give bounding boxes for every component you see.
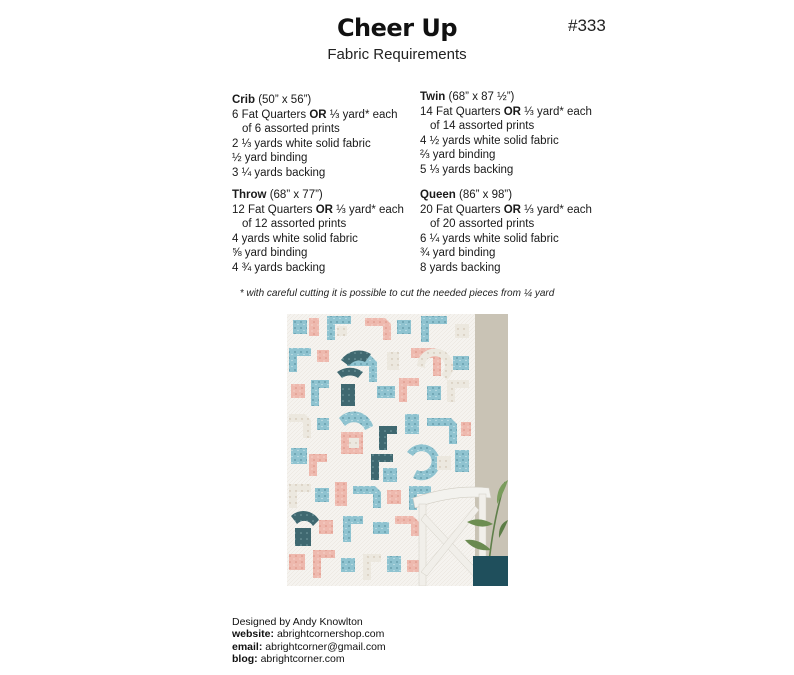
- backing-line: 4 ¾ yards backing: [232, 261, 326, 274]
- yard-text: ⅓ yard* each: [520, 203, 592, 216]
- website-label: website:: [232, 628, 275, 641]
- quilt-photo: [287, 314, 508, 586]
- designer-credits: [232, 616, 386, 666]
- quilt-illustration: [287, 314, 508, 586]
- or-text: OR: [315, 203, 333, 216]
- fat-quarters-text: 14 Fat Quarters: [420, 105, 504, 118]
- fat-quarters-text: 20 Fat Quarters: [420, 203, 504, 216]
- fat-quarters-text: 6 Fat Quarters: [232, 108, 310, 121]
- size-dims: (68” x 77”): [269, 189, 323, 201]
- prints-line: of 20 assorted prints: [430, 218, 535, 231]
- prints-line: of 12 assorted prints: [242, 218, 347, 231]
- email-label: email:: [232, 640, 263, 653]
- size-block-twin: [420, 90, 592, 178]
- backing-line: 3 ¼ yards backing: [232, 166, 326, 179]
- email-link[interactable]: abrightcorner@gmail.com: [265, 640, 386, 653]
- size-dims: (86” x 98”): [459, 189, 513, 201]
- or-text: OR: [309, 108, 327, 121]
- size-dims: (68” x 87 ½”): [448, 91, 515, 103]
- cutting-note: * with careful cutting it is possible to cut the needed pieces from ¼ yard: [239, 288, 555, 299]
- designer-line: Designed by Andy Knowlton: [232, 616, 363, 628]
- size-name: Twin: [420, 91, 446, 103]
- binding-line: ⅝ yard binding: [232, 247, 308, 260]
- size-name: Crib: [232, 94, 255, 106]
- yard-text: ⅓ yard* each: [520, 105, 592, 118]
- binding-line: ¾ yard binding: [420, 247, 496, 260]
- prints-line: of 6 assorted prints: [242, 123, 340, 136]
- white-fabric-line: 2 ⅓ yards white solid fabric: [232, 137, 371, 150]
- prints-line: of 14 assorted prints: [430, 120, 535, 133]
- white-fabric-line: 4 ½ yards white solid fabric: [420, 134, 559, 147]
- size-block-crib: [232, 93, 398, 181]
- size-dims: (50” x 56”): [258, 94, 312, 106]
- blog-label: blog:: [232, 653, 258, 666]
- size-name: Queen: [420, 189, 456, 201]
- white-fabric-line: 6 ¼ yards white solid fabric: [420, 232, 559, 245]
- binding-line: ½ yard binding: [232, 152, 308, 165]
- backing-line: 8 yards backing: [420, 261, 501, 274]
- blog-link[interactable]: abrightcorner.com: [260, 653, 345, 666]
- yard-text: ⅓ yard* each: [326, 108, 398, 121]
- page-subtitle: Fabric Requirements: [327, 46, 467, 63]
- backing-line: 5 ⅓ yards backing: [420, 163, 514, 176]
- binding-line: ⅔ yard binding: [420, 149, 496, 162]
- fat-quarters-text: 12 Fat Quarters: [232, 203, 316, 216]
- white-fabric-line: 4 yards white solid fabric: [232, 232, 358, 245]
- size-block-queen: [420, 188, 592, 276]
- size-block-throw: [232, 188, 404, 276]
- side-table: [473, 556, 508, 586]
- pattern-title: Cheer Up: [336, 14, 458, 42]
- website-link[interactable]: abrightcornershop.com: [276, 628, 385, 641]
- or-text: OR: [503, 105, 521, 118]
- size-name: Throw: [232, 189, 267, 201]
- pattern-number: #333: [568, 16, 606, 35]
- or-text: OR: [503, 203, 521, 216]
- yard-text: ⅓ yard* each: [332, 203, 404, 216]
